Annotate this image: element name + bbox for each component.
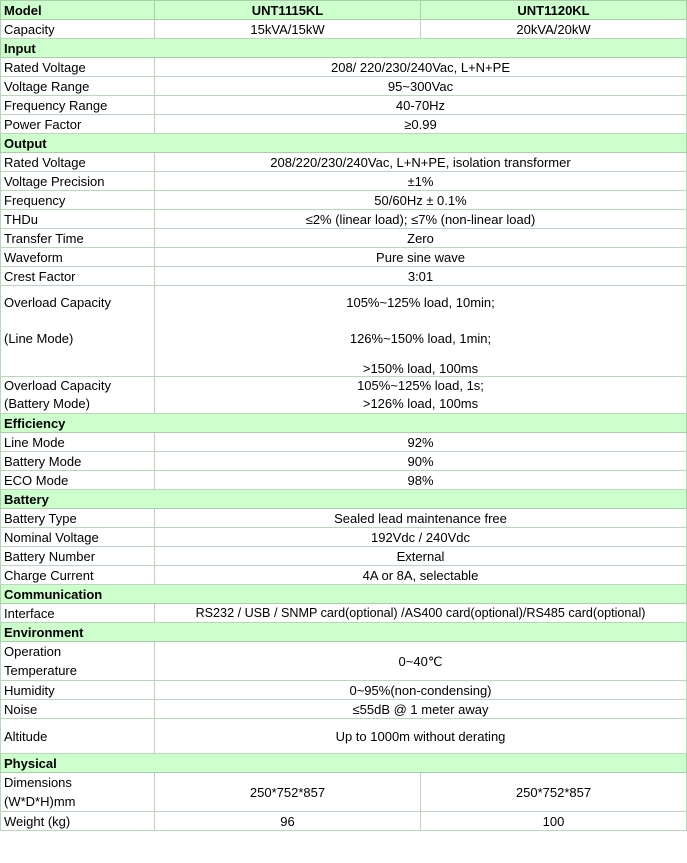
row-value: ≤55dB @ 1 meter away xyxy=(155,700,687,719)
table-row xyxy=(1,286,687,377)
temperature-label xyxy=(1,642,155,681)
row-value: External xyxy=(155,547,687,566)
section-title: Battery xyxy=(1,490,687,509)
section-title: Communication xyxy=(1,585,687,604)
overload-line-values xyxy=(155,286,687,377)
row-label: Battery Type xyxy=(1,509,155,528)
row-label: Temperature xyxy=(4,663,77,678)
section-title: Input xyxy=(1,39,687,58)
table-row xyxy=(1,248,687,267)
row-label: Interface xyxy=(1,604,155,623)
header-row xyxy=(1,1,687,20)
section-title: Environment xyxy=(1,623,687,642)
section-environment xyxy=(1,623,687,642)
table-row xyxy=(1,452,687,471)
row-value: 0~40℃ xyxy=(155,642,687,681)
table-row xyxy=(1,229,687,248)
row-label: Waveform xyxy=(1,248,155,267)
table-row xyxy=(1,153,687,172)
row-value: 208/220/230/240Vac, L+N+PE, isolation transformer xyxy=(155,153,687,172)
row-value: 40-70Hz xyxy=(155,96,687,115)
row-label: Transfer Time xyxy=(1,229,155,248)
row-label: Nominal Voltage xyxy=(1,528,155,547)
row-label: Humidity xyxy=(1,681,155,700)
row-label: Voltage Range xyxy=(1,77,155,96)
section-efficiency xyxy=(1,414,687,433)
table-row xyxy=(1,96,687,115)
header-label: Model xyxy=(1,1,155,20)
row-value: Pure sine wave xyxy=(155,248,687,267)
dimensions-label xyxy=(1,773,155,812)
table-row xyxy=(1,377,687,414)
dimensions-1: 250*752*857 xyxy=(155,773,421,812)
section-output xyxy=(1,134,687,153)
section-title: Output xyxy=(1,134,687,153)
row-value: 92% xyxy=(155,433,687,452)
section-input xyxy=(1,39,687,58)
capacity-2: 20kVA/20kW xyxy=(421,20,687,39)
dimensions-2: 250*752*857 xyxy=(421,773,687,812)
row-value: 90% xyxy=(155,452,687,471)
table-row xyxy=(1,58,687,77)
row-value: 105%~125% load, 1s; xyxy=(357,378,484,393)
table-row xyxy=(1,471,687,490)
row-label: Dimensions xyxy=(4,775,72,790)
table-row xyxy=(1,547,687,566)
section-title: Efficiency xyxy=(1,414,687,433)
row-value: ±1% xyxy=(155,172,687,191)
table-row xyxy=(1,719,687,754)
overload-battery-values xyxy=(155,377,687,414)
model-1: UNT1115KL xyxy=(155,1,421,20)
row-label: Line Mode xyxy=(1,433,155,452)
capacity-row xyxy=(1,20,687,39)
table-row xyxy=(1,172,687,191)
row-value: >126% load, 100ms xyxy=(362,396,479,411)
row-label: Charge Current xyxy=(1,566,155,585)
row-label: ECO Mode xyxy=(1,471,155,490)
row-value: 98% xyxy=(155,471,687,490)
row-value: RS232 / USB / SNMP card(optional) /AS400 card(optional)/RS485 card(optional) xyxy=(155,604,687,623)
row-label: Frequency Range xyxy=(1,96,155,115)
table-row xyxy=(1,681,687,700)
table-row xyxy=(1,191,687,210)
section-battery xyxy=(1,490,687,509)
row-label: Battery Mode xyxy=(1,452,155,471)
row-value: 126%~150% load, 1min; xyxy=(349,331,492,346)
capacity-1: 15kVA/15kW xyxy=(155,20,421,39)
row-value: 4A or 8A, selectable xyxy=(155,566,687,585)
overload-battery-label xyxy=(1,377,155,414)
row-value: ≥0.99 xyxy=(155,115,687,134)
table-row xyxy=(1,773,687,812)
capacity-label: Capacity xyxy=(1,20,155,39)
table-row xyxy=(1,604,687,623)
row-label: THDu xyxy=(1,210,155,229)
row-value: Zero xyxy=(155,229,687,248)
row-label: Altitude xyxy=(1,719,155,754)
weight-2: 100 xyxy=(421,812,687,831)
row-label: Frequency xyxy=(1,191,155,210)
table-row xyxy=(1,528,687,547)
section-communication xyxy=(1,585,687,604)
row-value: 3:01 xyxy=(155,267,687,286)
row-value: 105%~125% load, 10min; xyxy=(346,295,495,310)
row-label: Rated Voltage xyxy=(1,153,155,172)
overload-line-label xyxy=(1,286,155,377)
row-value: 50/60Hz ± 0.1% xyxy=(155,191,687,210)
table-row xyxy=(1,115,687,134)
table-row xyxy=(1,77,687,96)
row-value: Sealed lead maintenance free xyxy=(155,509,687,528)
row-label: (Line Mode) xyxy=(4,331,74,346)
row-label: Crest Factor xyxy=(1,267,155,286)
table-row xyxy=(1,642,687,681)
row-label: Overload Capacity xyxy=(4,378,111,393)
row-label: Weight (kg) xyxy=(1,812,155,831)
row-value: 95~300Vac xyxy=(155,77,687,96)
table-row xyxy=(1,566,687,585)
row-label: Voltage Precision xyxy=(1,172,155,191)
row-label: (W*D*H)mm xyxy=(4,794,76,809)
weight-1: 96 xyxy=(155,812,421,831)
row-label: Overload Capacity xyxy=(4,295,111,310)
row-value: ≤2% (linear load); ≤7% (non-linear load) xyxy=(155,210,687,229)
table-row xyxy=(1,812,687,831)
table-row xyxy=(1,267,687,286)
table-row xyxy=(1,700,687,719)
row-value: 192Vdc / 240Vdc xyxy=(155,528,687,547)
row-label: (Battery Mode) xyxy=(4,396,90,411)
row-label: Battery Number xyxy=(1,547,155,566)
table-row xyxy=(1,509,687,528)
row-label: Rated Voltage xyxy=(1,58,155,77)
section-title: Physical xyxy=(1,754,687,773)
row-label: Operation xyxy=(4,644,62,659)
model-2: UNT1120KL xyxy=(421,1,687,20)
row-label: Noise xyxy=(1,700,155,719)
row-label: Power Factor xyxy=(1,115,155,134)
row-value: Up to 1000m without derating xyxy=(155,719,687,754)
row-value: >150% load, 100ms xyxy=(362,361,479,376)
table-row xyxy=(1,210,687,229)
table-row xyxy=(1,433,687,452)
row-value: 0~95%(non-condensing) xyxy=(155,681,687,700)
row-value: 208/ 220/230/240Vac, L+N+PE xyxy=(155,58,687,77)
section-physical xyxy=(1,754,687,773)
